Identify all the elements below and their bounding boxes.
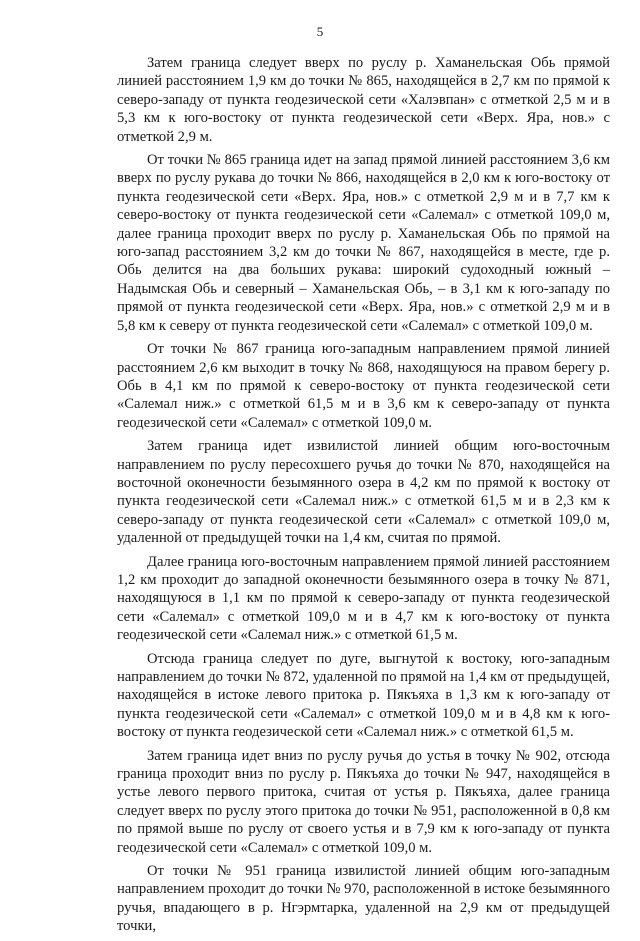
paragraph: Отсюда граница следует по дуге, выгнутой к востоку, юго-западным направлением до точки № 872, удаленной по прямой на 1,4 км от предыдущей, находящейся в истоке левого притока р. Пякъяха в 1,3 км к юго-западу от пункта геодезической сети «Салемал» с отметкой 109,0 м и в 4,8 км к юго-востоку от пункта геодезической сети «Салемал ниж.» с отметкой 61,5 м.: [117, 650, 610, 741]
body-text: [117, 54, 610, 941]
paragraph: От точки № 867 граница юго-западным направлением прямой линией расстоянием 2,6 км выходит в точку № 868, находящуюся на правом берегу р. Обь в 4,1 км по прямой к северо-востоку от пункта геодезической сети «Салемал ниж.» с отметкой 61,5 м и в 3,6 км к северо-западу от пункта геодезической сети «Салемал» с отметкой 109,0 м.: [117, 341, 610, 431]
paragraph: Затем граница идет вниз по руслу ручья до устья в точку № 902, отсюда граница проходит вниз по руслу р. Пякъяха до точки № 947, находящейся в устье левого первого притока, считая от устья р. Пякъяха, далее граница следует вверх по руслу этого притока до точки № 951, расположенной в 0,8 км по прямой выше по руслу от своего устья и в 7,9 км к юго-западу от пункта геодезической сети «Салемал» с отметкой 109,0 м.: [117, 747, 610, 856]
paragraph: Далее граница юго-восточным направлением прямой линией расстоянием 1,2 км проходит до западной оконечности безымянного озера в точку № 871, находящуюся в 1,1 км по прямой к северо-западу от пункта геодезической сети «Салемал» с отметкой 109,0 м и в 4,7 км к юго-востоку от пункта геодезической сети «Салемал ниж.» с отметкой 61,5 м.: [117, 553, 610, 644]
paragraph: Затем граница идет извилистой линией общим юго-восточным направлением по руслу пересохшего ручья до точки № 870, находящейся на восточной оконечности безымянного озера в 4,2 км по прямой к востоку от пункта геодезической сети «Салемал ниж.» с отметкой 61,5 м и в 2,3 км к северо-западу от пункта геодезической сети «Салемал» с отметкой 109,0 м, удаленной от предыдущей точки на 1,4 км, считая по прямой.: [117, 438, 610, 547]
paragraph: Затем граница следует вверх по руслу р. Хаманельская Обь прямой линией расстоянием 1,9 км до точки № 865, находящейся в 2,7 км по прямой к северо-западу от пункта геодезической сети «Халэвпан» с отметкой 2,5 м и в 5,3 км к юго-востоку от пункта геодезической сети «Верх. Яра, нов.» с отметкой 2,9 м.: [117, 55, 610, 145]
paragraph: От точки № 865 граница идет на запад прямой линией расстоянием 3,6 км вверх по руслу рукава до точки № 866, находящейся в 2,0 км к юго-востоку от пункта геодезической сети «Верх. Яра, нов.» с отметкой 2,9 м и в 7,7 км к северо-востоку от пункта геодезической сети «Салемал» с отметкой 109,0 м, далее граница проходит вверх по руслу р. Хаманельская Обь по прямой на юго-запад расстоянием 3,2 км до точки № 867, находящейся в месте, где р. Обь делится на два больших рукава: широкий судоходный южный – Надымская Обь и северный – Хаманельская Обь, – в 3,1 км к юго-западу по прямой от пункта геодезической сети «Верх. Яра, нов.» с отметкой 2,9 м и в 5,8 км к северу от пункта геодезической сети «Салемал» с отметкой 109,0 м.: [117, 152, 610, 334]
paragraph: От точки № 951 граница извилистой линией общим юго-западным направлением проходит до точки № 970, расположенной в истоке безымянного ручья, впадающего в р. Нгэрмтарка, удаленной на 2,9 км от предыдущей точки,: [117, 863, 610, 935]
page-number: 5: [316, 24, 324, 39]
